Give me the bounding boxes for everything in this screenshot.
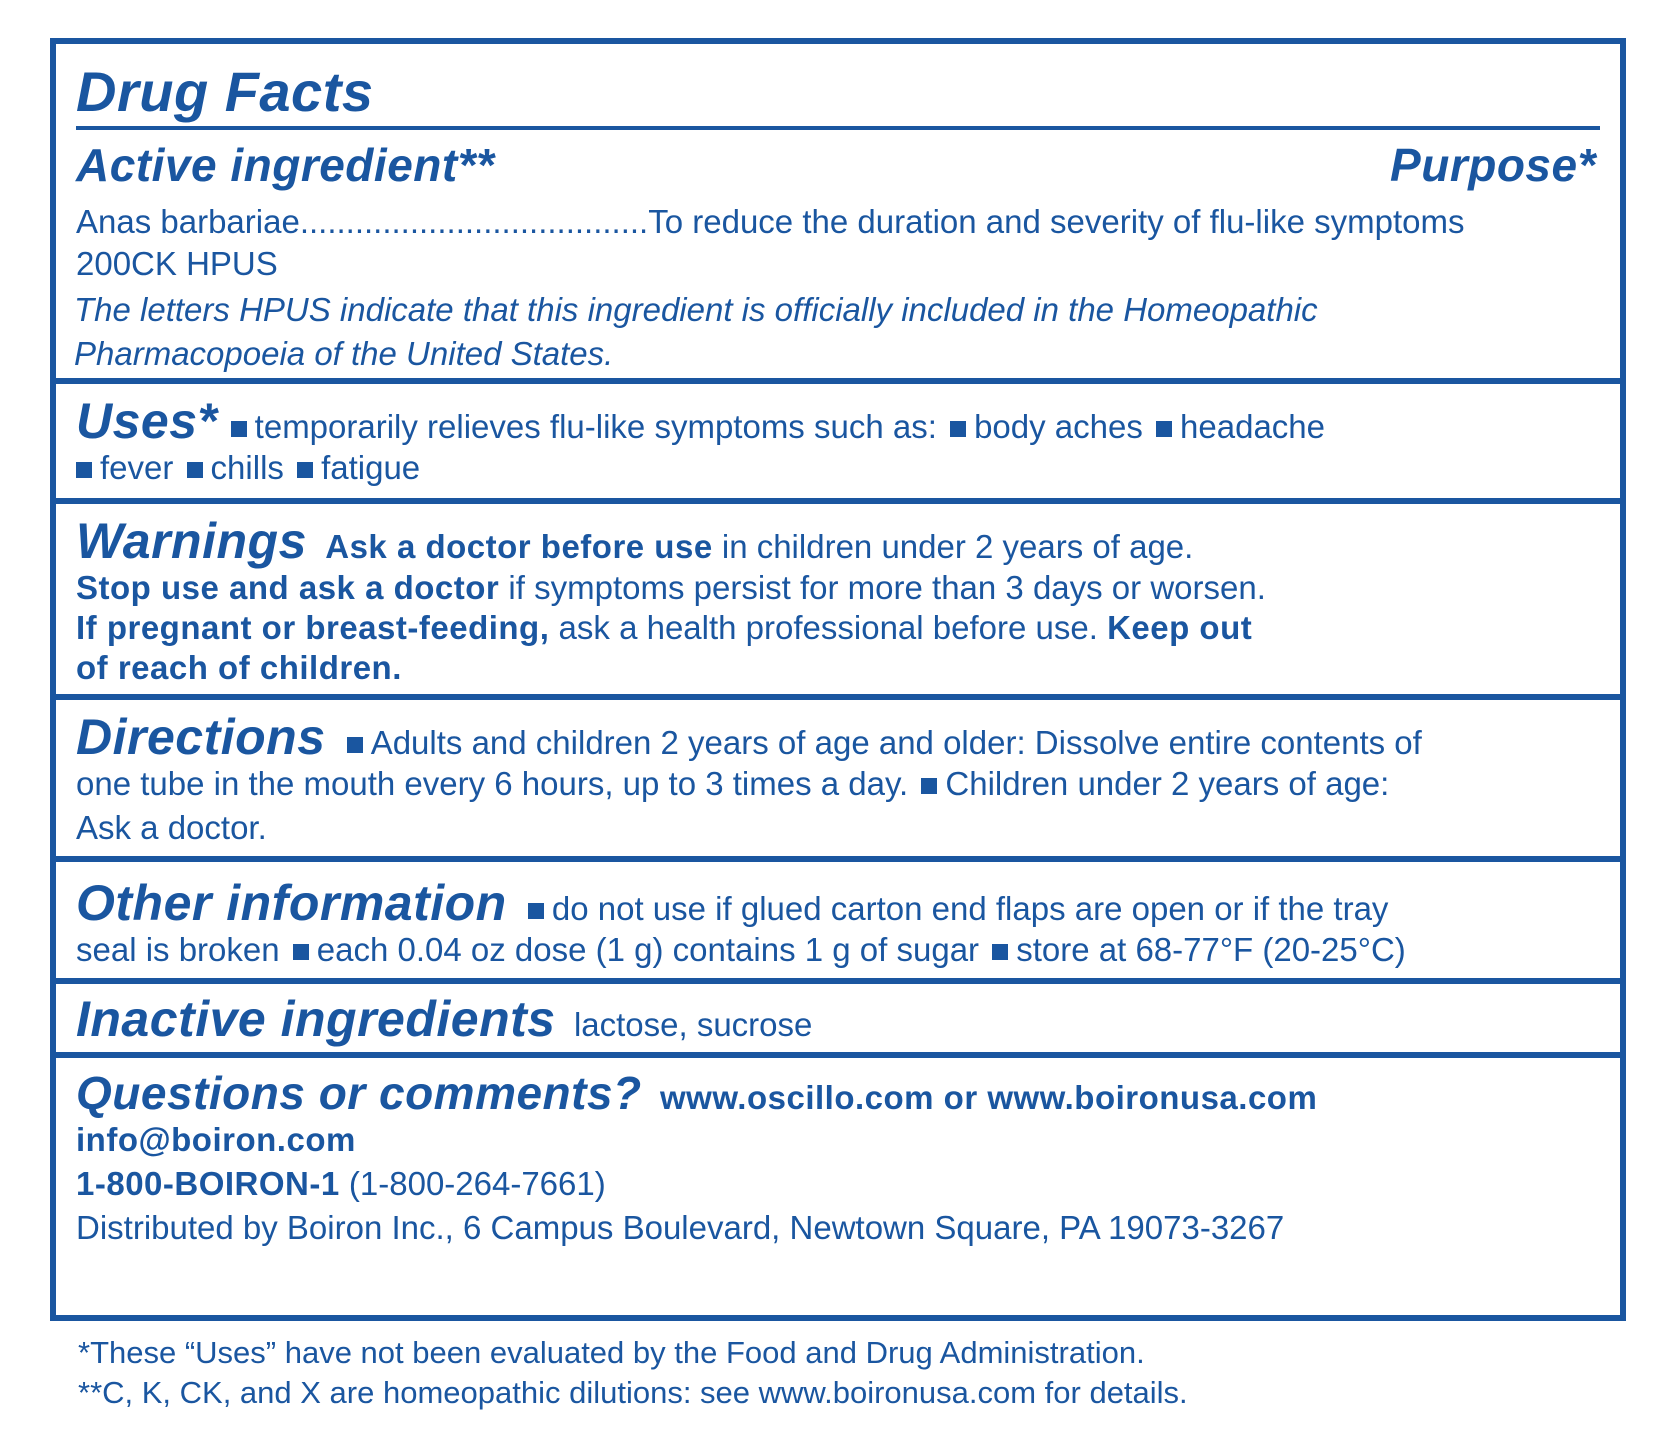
square-bullet-icon xyxy=(992,944,1008,960)
section-divider xyxy=(56,978,1620,984)
other-info-line-2 xyxy=(76,930,1406,970)
square-bullet-icon xyxy=(347,737,363,753)
square-bullet-icon xyxy=(528,903,544,919)
purpose-heading: Purpose* xyxy=(1390,139,1596,191)
active-ingredient-heading: Active ingredient** xyxy=(76,139,495,191)
ingredient-row xyxy=(76,202,1464,242)
directions-line-2 xyxy=(76,764,1389,804)
square-bullet-icon xyxy=(231,421,247,437)
inactive-line xyxy=(76,992,812,1053)
ask-doctor-text: in children under 2 years of age. xyxy=(712,528,1194,565)
ingredient-strength: 200CK HPUS xyxy=(76,245,278,282)
ingredient-purpose: To reduce the duration and severity of flu-like symptoms xyxy=(648,203,1465,240)
uses-line-2 xyxy=(76,448,420,488)
distributor-line: Distributed by Boiron Inc., 6 Campus Boulevard, Newtown Square, PA 19073-3267 xyxy=(76,1209,1285,1246)
questions-line-1 xyxy=(76,1066,1317,1125)
warnings-line-3 xyxy=(76,608,1252,648)
use-item: chills xyxy=(210,449,284,486)
ingredient-name: Anas barbariae xyxy=(76,203,300,240)
phone-bold: 1-800-BOIRON-1 xyxy=(76,1165,340,1202)
use-item: headache xyxy=(1180,408,1326,445)
inactive-text: lactose, sucrose xyxy=(573,1006,813,1043)
square-bullet-icon xyxy=(921,778,937,794)
other-item: seal is broken xyxy=(76,931,280,968)
square-bullet-icon xyxy=(187,462,203,478)
drug-facts-panel xyxy=(50,38,1626,1321)
leader-dots: ...................................... xyxy=(299,203,649,240)
warnings-heading: Warnings xyxy=(76,513,307,569)
directions-line-1 xyxy=(76,710,1422,770)
drug-facts-title: Drug Facts xyxy=(76,60,374,123)
hpus-note-line-1: The letters HPUS indicate that this ingredient is officially included in the Homeopathic xyxy=(74,291,1318,328)
section-divider xyxy=(56,694,1620,700)
pregnant-text: ask a health professional before use. xyxy=(549,609,1108,646)
square-bullet-icon xyxy=(297,462,313,478)
section-divider xyxy=(56,498,1620,504)
warnings-line-2 xyxy=(76,568,1266,608)
square-bullet-icon xyxy=(1156,421,1172,437)
ask-doctor-bold: Ask a doctor before use xyxy=(325,528,713,565)
other-item: do not use if glued carton end flaps are open or if the tray xyxy=(551,890,1389,927)
directions-line-3: Ask a doctor. xyxy=(76,809,267,846)
websites-link[interactable]: www.oscillo.com or www.boironusa.com xyxy=(660,1079,1318,1116)
inactive-heading: Inactive ingredients xyxy=(76,991,556,1047)
keep-out-bold: Keep out xyxy=(1107,609,1253,646)
use-item: body aches xyxy=(974,408,1143,445)
pregnant-bold: If pregnant or breast-feeding, xyxy=(76,609,550,646)
directions-heading: Directions xyxy=(76,709,326,765)
directions-children: Children under 2 years of age: xyxy=(945,765,1390,802)
section-divider xyxy=(56,378,1620,384)
phone-number: (1-800-264-7661) xyxy=(339,1165,606,1202)
footnote-uses: *These “Uses” have not been evaluated by the Food and Drug Administration. xyxy=(78,1335,1145,1370)
uses-intro: temporarily relieves flu-like symptoms such as: xyxy=(254,408,937,445)
square-bullet-icon xyxy=(293,944,309,960)
use-item: fatigue xyxy=(321,449,421,486)
other-info-line-1 xyxy=(76,876,1388,936)
stop-use-bold: Stop use and ask a doctor xyxy=(76,569,500,606)
section-divider xyxy=(56,856,1620,862)
email-link[interactable]: info@boiron.com xyxy=(76,1121,356,1158)
other-item: each 0.04 oz dose (1 g) contains 1 g of sugar xyxy=(316,931,980,968)
phone-line xyxy=(76,1164,606,1204)
title-divider xyxy=(76,126,1600,130)
other-item: store at 68-77°F (20-25°C) xyxy=(1016,931,1406,968)
warnings-line-1 xyxy=(76,514,1193,574)
footnote-dilutions: **C, K, CK, and X are homeopathic dilutions: see www.boironusa.com for details. xyxy=(78,1375,1188,1410)
uses-line-1 xyxy=(76,394,1325,454)
use-item: fever xyxy=(100,449,174,486)
other-info-heading: Other information xyxy=(76,875,507,931)
hpus-note-line-2: Pharmacopoeia of the United States. xyxy=(74,335,614,372)
uses-heading: Uses* xyxy=(76,393,218,449)
square-bullet-icon xyxy=(950,421,966,437)
questions-heading: Questions or comments? xyxy=(76,1067,642,1119)
directions-adults-cont: one tube in the mouth every 6 hours, up to 3 times a day. xyxy=(76,765,909,802)
directions-adults: Adults and children 2 years of age and older: Dissolve entire contents of xyxy=(370,724,1422,761)
stop-use-text: if symptoms persist for more than 3 days or worsen. xyxy=(499,569,1266,606)
section-divider xyxy=(56,1052,1620,1058)
square-bullet-icon xyxy=(76,462,92,478)
keep-out-line: of reach of children. xyxy=(76,649,402,686)
